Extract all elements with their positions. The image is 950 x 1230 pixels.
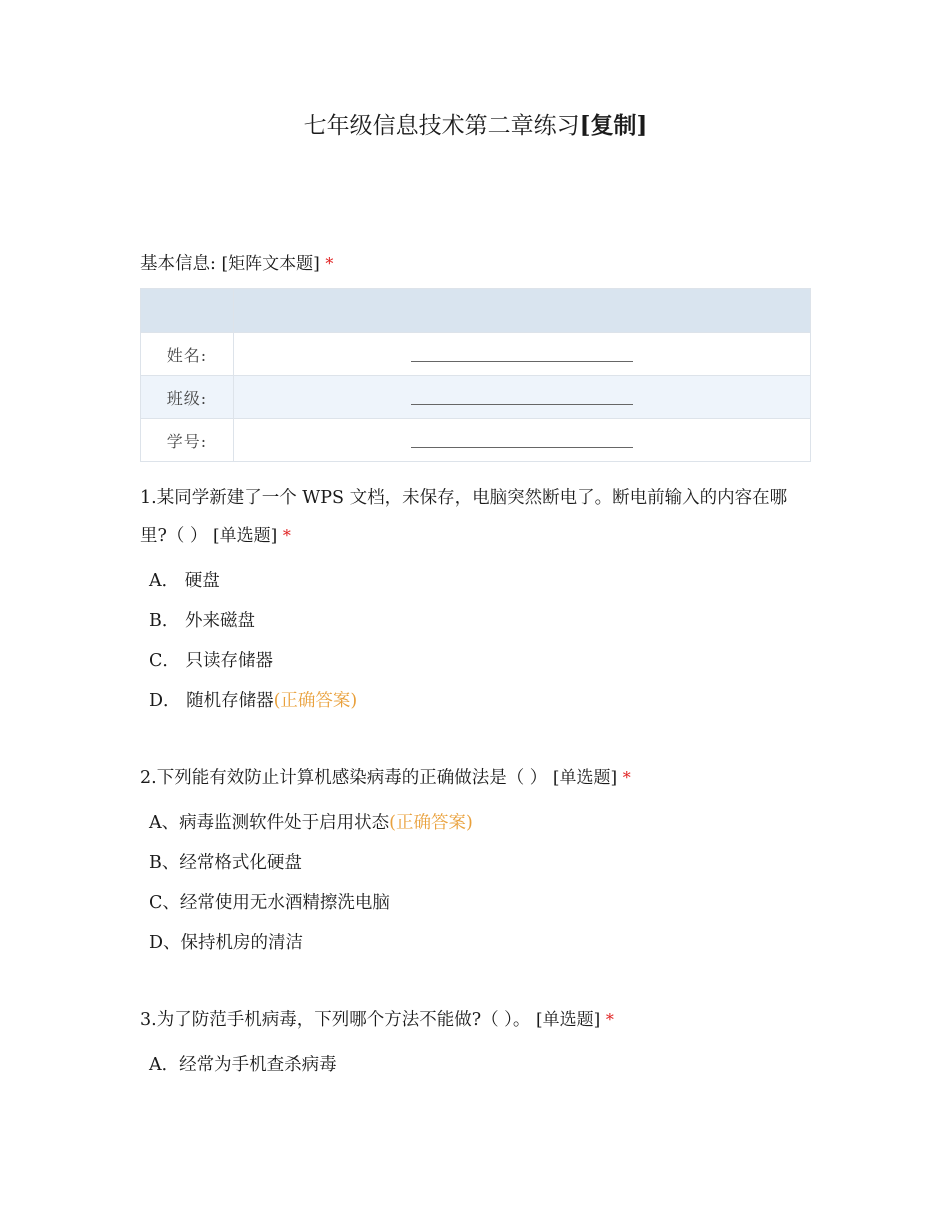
- option-a[interactable]: [149, 1045, 811, 1085]
- matrix-row-class: [141, 376, 811, 419]
- correct-answer-mark: (正确答案): [389, 813, 473, 833]
- question-type-tag: [单选题]: [213, 526, 278, 546]
- question-1: [140, 479, 811, 721]
- option-text: 病毒监测软件处于启用状态: [179, 813, 390, 833]
- matrix-row-name: [141, 333, 811, 376]
- question-type-tag: [单选题]: [535, 1010, 601, 1030]
- option-text: 经常为手机查杀病毒: [179, 1055, 337, 1075]
- question-text: [140, 1001, 811, 1039]
- matrix-row-label: 学号:: [141, 419, 234, 462]
- required-mark: *: [605, 1010, 614, 1029]
- option-letter: A、: [149, 813, 180, 833]
- option-text: 外来磁盘: [184, 611, 255, 631]
- name-field[interactable]: [234, 333, 811, 376]
- matrix-header-row: [141, 289, 811, 333]
- option-letter: C．: [149, 651, 180, 671]
- option-text: 随机存储器: [186, 691, 274, 711]
- option-a[interactable]: [149, 803, 811, 843]
- question-2: [140, 759, 811, 963]
- option-c[interactable]: [149, 641, 811, 681]
- option-c[interactable]: [149, 883, 811, 923]
- required-mark: *: [622, 768, 631, 787]
- option-letter: A．: [149, 571, 180, 591]
- title-suffix: [复制]: [579, 112, 648, 139]
- option-list: [140, 803, 811, 963]
- option-text: 硬盘: [184, 571, 220, 591]
- basic-info-question: [140, 245, 811, 283]
- option-text: 保持机房的清洁: [180, 933, 304, 953]
- required-mark: *: [282, 526, 291, 545]
- matrix-row-student-id: [141, 419, 811, 462]
- matrix-row-label: 姓名:: [141, 333, 234, 376]
- option-b[interactable]: [149, 843, 811, 883]
- option-text: 只读存储器: [185, 651, 273, 671]
- question-type-tag: [矩阵文本题]: [221, 254, 320, 274]
- correct-answer-mark: (正确答案): [273, 691, 358, 711]
- class-field[interactable]: [234, 376, 811, 419]
- option-a[interactable]: [149, 561, 811, 601]
- required-mark: *: [325, 254, 334, 273]
- student-id-field[interactable]: [234, 419, 811, 462]
- question-3-text: 3.为了防范手机病毒，下列哪个方法不能做?（ ）。: [140, 1010, 531, 1030]
- basic-info-heading: [140, 245, 811, 283]
- option-letter: C、: [149, 893, 180, 913]
- option-letter: D．: [149, 691, 181, 711]
- option-list: [140, 561, 811, 721]
- option-letter: A．: [149, 1055, 180, 1075]
- option-text: 经常使用无水酒精擦洗电脑: [179, 893, 390, 913]
- title-main: 七年级信息技术第二章练习: [303, 113, 580, 139]
- option-letter: B．: [149, 611, 180, 631]
- question-text: [140, 759, 811, 797]
- question-type-tag: [单选题]: [552, 768, 618, 788]
- option-b[interactable]: [149, 601, 811, 641]
- question-1-text: 1.某同学新建了一个 WPS 文档，未保存，电脑突然断电了。断电前输入的内容在哪里?（ ）: [140, 488, 788, 546]
- matrix-row-label: 班级:: [141, 376, 234, 419]
- option-letter: D、: [149, 933, 181, 953]
- matrix-header-cell: [234, 289, 811, 333]
- matrix-header-cell: [141, 289, 234, 333]
- question-2-text: 2.下列能有效防止计算机感染病毒的正确做法是（ ）: [140, 768, 548, 788]
- option-text: 经常格式化硬盘: [179, 853, 302, 873]
- basic-info-label: 基本信息:: [140, 254, 216, 274]
- question-3: [140, 1001, 811, 1085]
- basic-info-matrix: [140, 288, 811, 462]
- blank-line: [411, 392, 633, 405]
- option-d[interactable]: [149, 923, 811, 963]
- option-letter: B、: [149, 853, 180, 873]
- question-text: [140, 479, 811, 555]
- page-title: [140, 108, 811, 144]
- option-list: [140, 1045, 811, 1085]
- blank-line: [411, 349, 633, 362]
- blank-line: [411, 435, 633, 448]
- option-d[interactable]: [149, 681, 811, 721]
